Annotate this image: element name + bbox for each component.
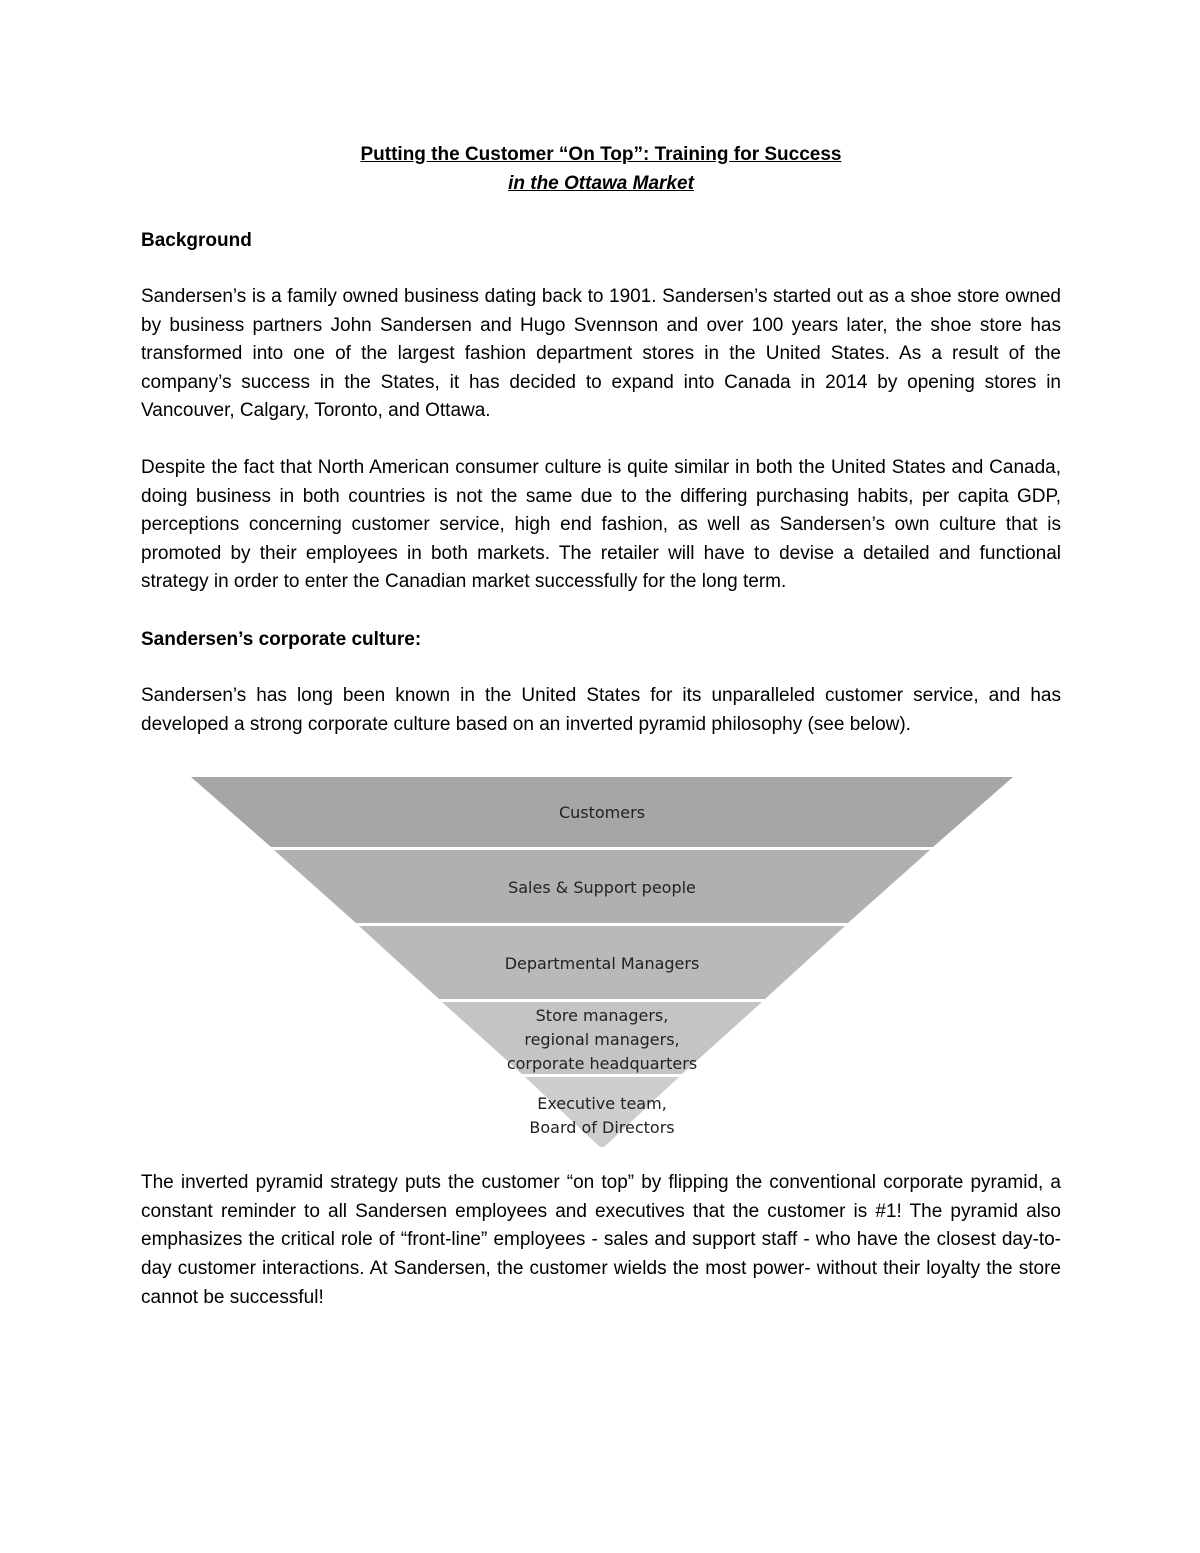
document-subtitle: in the Ottawa Market xyxy=(508,173,694,194)
section-heading-background: Background xyxy=(141,230,252,251)
paragraph-background-2: Despite the fact that North American consumer culture is quite similar in both the United States and Canada, doing business in both countries is not the same due to the differing purchasing habits, per capita GDP, perceptions concerning customer service, high end fashion, as well as Sandersen’s own culture that is promoted by their employees in both markets. The retailer will have to devise a detailed and functional strategy in order to enter the Canadian market successfully for the long term. xyxy=(141,456,1061,593)
paragraph-background-1: Sandersen’s is a family owned business dating back to 1901. Sandersen’s started out as a shoe store owned by business partners John Sandersen and Hugo Svennson and over 100 years later, the shoe store has transformed into one of the largest fashion department stores in the United States. As a result of the company’s success in the States, it has decided to expand into Canada in 2014 by opening stores in Vancouver, Calgary, Toronto, and Ottawa. xyxy=(141,286,1061,422)
pyramid-label-executive-2: Board of Directors xyxy=(529,1118,675,1138)
pyramid-label-departmental-managers: Departmental Managers xyxy=(504,954,700,974)
document-title: Putting the Customer “On Top”: Training for Success xyxy=(360,144,842,165)
pyramid-label-store-managers-1: Store managers, xyxy=(535,1006,669,1026)
inverted-pyramid-svg xyxy=(141,767,1061,1147)
pyramid-label-customers: Customers xyxy=(558,803,646,823)
pyramid-label-store-managers-2: regional managers, xyxy=(524,1030,680,1050)
pyramid-label-sales-support: Sales & Support people xyxy=(508,878,696,898)
inverted-pyramid-diagram xyxy=(141,767,1061,1147)
paragraph-corporate-culture-2: The inverted pyramid strategy puts the customer “on top” by flipping the conventional corporate pyramid, a constant reminder to all Sandersen employees and executives that the customer is #1! The pyramid also emphasizes the critical role of “front-line” employees - sales and support staff - who have the closest day-to-day customer interactions. At Sandersen, the customer wields the most power- without their loyalty the store cannot be successful! xyxy=(141,1172,1061,1308)
paragraph-corporate-culture-1: Sandersen’s has long been known in the United States for its unparalleled customer service, and has developed a strong corporate culture based on an inverted pyramid philosophy (see below). xyxy=(141,684,1061,735)
pyramid-label-executive-1: Executive team, xyxy=(537,1094,667,1114)
pyramid-label-store-managers-3: corporate headquarters xyxy=(506,1054,698,1074)
section-heading-corporate-culture: Sandersen’s corporate culture: xyxy=(141,628,422,650)
document-page xyxy=(141,140,1061,1312)
